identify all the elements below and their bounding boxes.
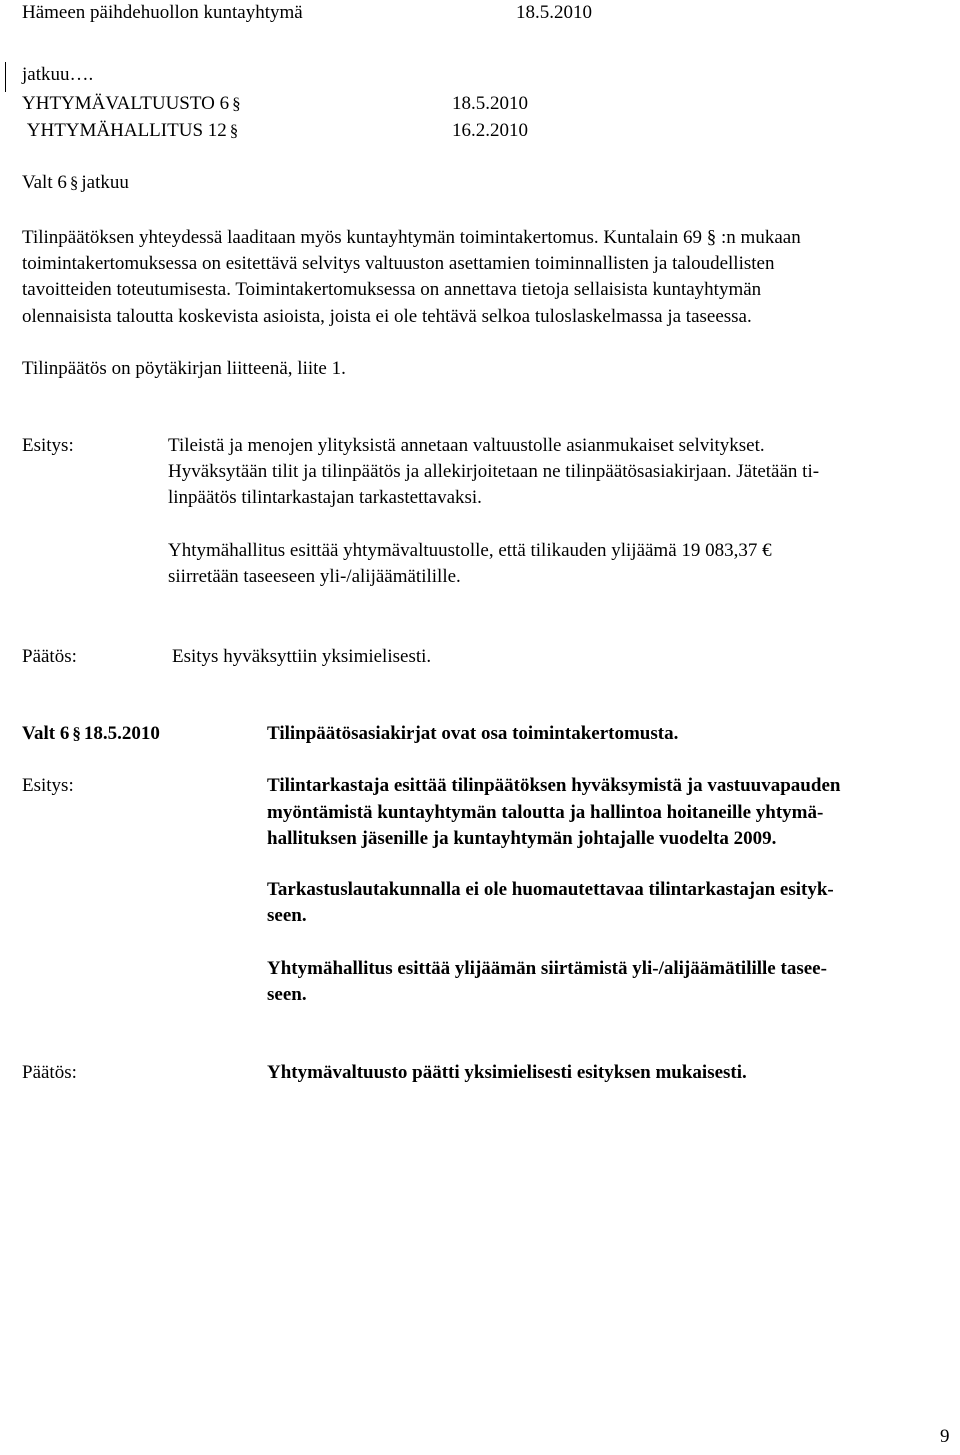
continued-label: jatkuu…. [22,64,94,85]
decision-text: Esitys hyväksyttiin yksimielisesti. [172,646,432,667]
board-label: YHTYMÄHALLITUS 12 § [26,120,239,141]
proposal-line: Tilintarkastaja esittää tilinpäätöksen hyväksymistä ja vastuuvapauden [267,775,841,796]
proposal-line: myöntämistä kuntayhtymän taloutta ja hallintoa hoitaneille yhtymä- [267,802,824,823]
proposal-line: hallituksen jäsenille ja kuntayhtymän johtajalle vuodelta 2009. [267,828,777,849]
proposal-label: Esitys: [22,775,74,796]
proposal-line: Tileistä ja menojen ylityksistä annetaan valtuustolle asianmukaiset selvitykset. [168,435,765,456]
board-date: 16.2.2010 [452,120,528,141]
proposal-line: Tarkastuslautakunnalla ei ole huomautettavaa tilintarkastajan esityk- [267,879,834,900]
proposal-line: Yhtymähallitus esittää ylijäämän siirtämistä yli-/alijäämätilille tasee- [267,958,827,979]
council-date: 18.5.2010 [452,93,528,114]
header-date: 18.5.2010 [516,2,592,23]
decision-label: Päätös: [22,1062,77,1083]
proposal-line: siirretään taseeseen yli-/alijäämätilille. [168,566,461,587]
decision-label: Päätös: [22,646,77,667]
intro-line: toimintakertomuksessa on esitettävä selvitys valtuuston asettamien toiminnallisten ja taloudellisten [22,253,775,274]
proposal-line: linpäätös tilintarkastajan tarkastettavaksi. [168,487,482,508]
revision-bar [5,62,6,92]
intro-line: olennaisista taloutta koskevista asioista, joista ei ole tehtävä selkoa tuloslaskelmassa ja taseessa. [22,306,752,327]
header-org: Hämeen päihdehuollon kuntayhtymä [22,2,303,23]
proposal-line: Yhtymähallitus esittää yhtymävaltuustolle, että tilikauden ylijäämä 19 083,37 € [168,540,772,561]
decision-text: Yhtymävaltuusto päätti yksimielisesti esityksen mukaisesti. [267,1062,747,1083]
valt-section-text: Tilinpäätösasiakirjat ovat osa toimintakertomusta. [267,723,679,744]
section-heading: Valt 6 § jatkuu [22,172,129,193]
section-symbol: § [232,94,241,113]
proposal-line: seen. [267,984,307,1005]
section-symbol: § [72,724,81,743]
section-symbol: § [69,173,79,192]
intro-line: tavoitteiden toteutumisesta. Toimintakertomuksessa on annettava tietoja sellaisista kuntayhtymän [22,279,762,300]
proposal-label: Esitys: [22,435,74,456]
section-symbol: § [229,121,239,140]
valt-section-heading: Valt 6 § 18.5.2010 [22,720,160,747]
attachment-note: Tilinpäätös on pöytäkirjan liitteenä, liite 1. [22,358,346,379]
proposal-line: seen. [267,905,307,926]
intro-line: Tilinpäätöksen yhteydessä laaditaan myös kuntayhtymän toimintakertomus. Kuntalain 69 § :n mukaan [22,227,801,248]
page-number: 9 [940,1426,950,1447]
proposal-line: Hyväksytään tilit ja tilinpäätös ja allekirjoitetaan ne tilinpäätösasiakirjaan. Jätetään ti- [168,461,820,482]
council-label: YHTYMÄVALTUUSTO 6 § [22,93,241,114]
